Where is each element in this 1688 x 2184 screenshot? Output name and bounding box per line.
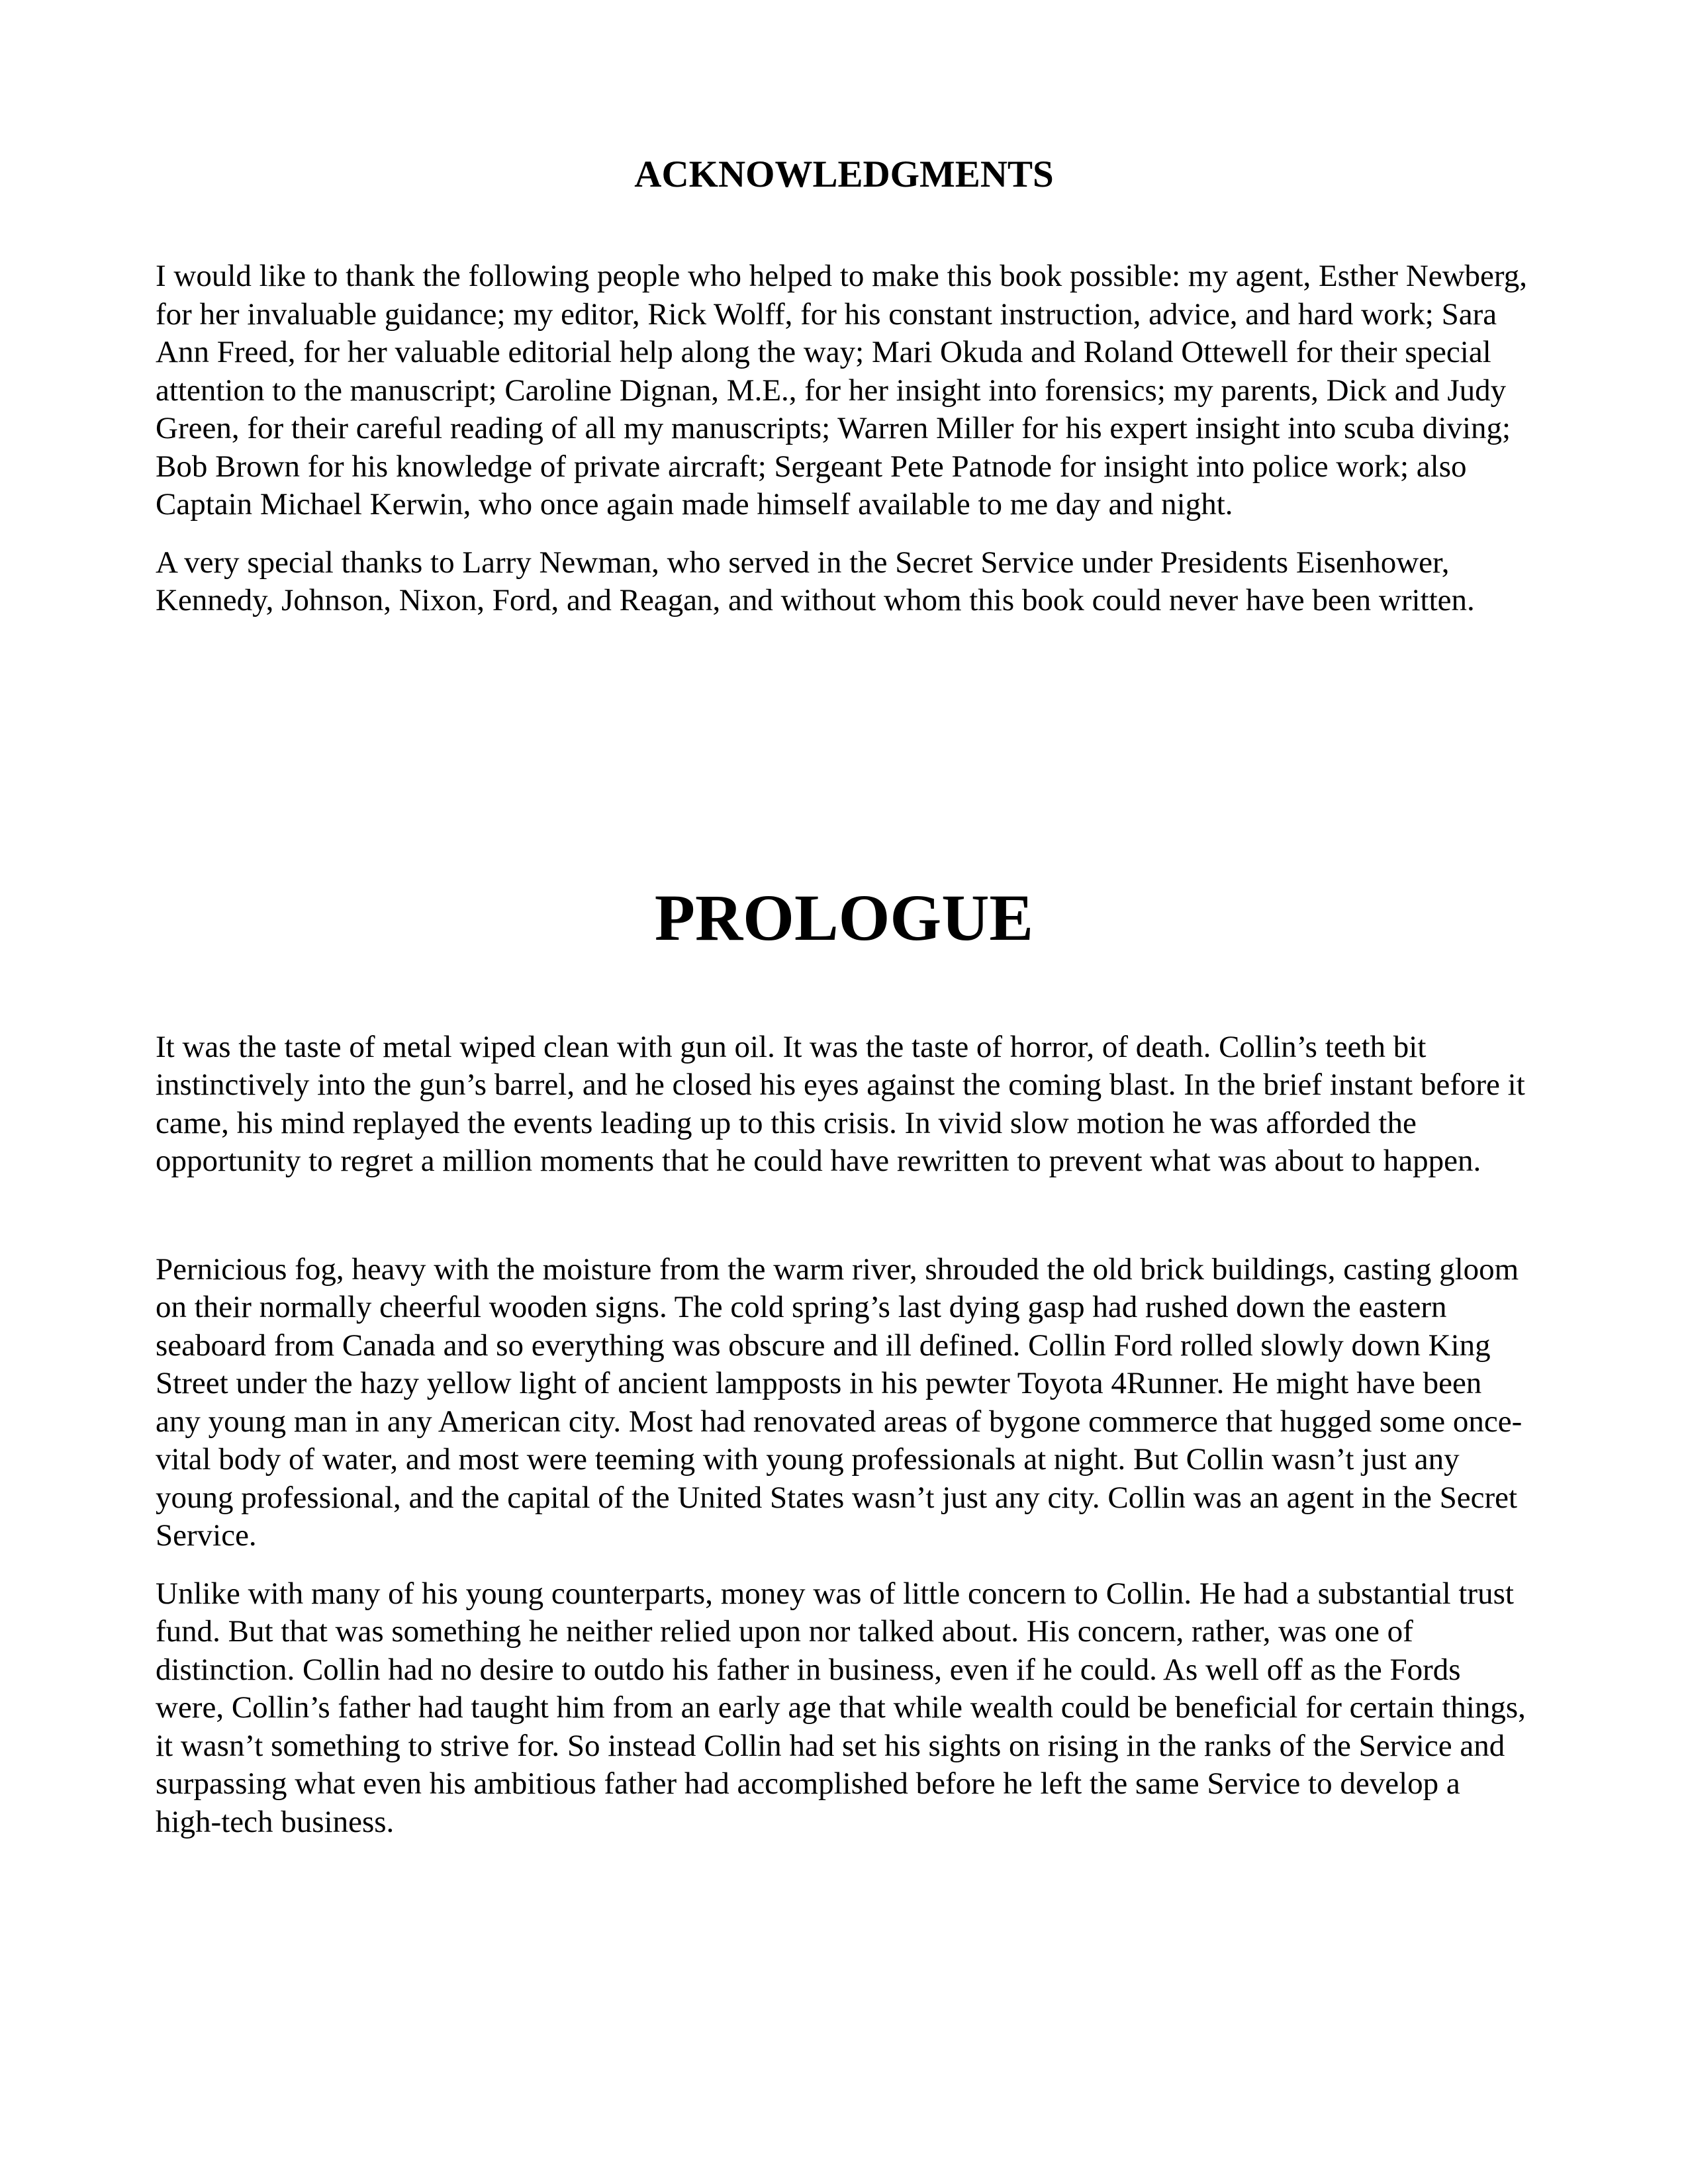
prologue-heading: PROLOGUE <box>654 880 1034 954</box>
acknowledgments-heading: ACKNOWLEDGMENTS <box>634 154 1054 195</box>
page-content <box>156 156 1532 1841</box>
acknowledgments-paragraph-2: A very special thanks to Larry Newman, who served in the Secret Service under Presidents Eisenhower, Kennedy, Johnson, Nixon, Ford, and Reagan, and without whom this book could never have been written. <box>156 545 1475 617</box>
prologue-paragraph-3: Unlike with many of his young counterparts, money was of little concern to Collin. He had a substantial trust fund. But that was something he neither relied upon nor talked about. His concern, rather, was one of distinction. Collin had no desire to outdo his father in business, even if he could. As well off as the Fords were, Collin’s father had taught him from an early age that while wealth could be beneficial for certain things, it wasn’t something to strive for. So instead Collin had set his sights on rising in the ranks of the Service and surpassing what even his ambitious father had accomplished before he left the same Service to develop a high-tech business. <box>156 1576 1526 1839</box>
prologue-paragraph-1: It was the taste of metal wiped clean with gun oil. It was the taste of horror, of death. Collin’s teeth bit instinctively into the gun’s barrel, and he closed his eyes against the coming blast. In the brief instant before it came, his mind replayed the events leading up to this crisis. In vivid slow motion he was afforded the opportunity to regret a million moments that he could have rewritten to prevent what was about to happen. <box>156 1029 1525 1178</box>
acknowledgments-paragraph-1: I would like to thank the following people who helped to make this book possible: my agent, Esther Newberg, for her invaluable guidance; my editor, Rick Wolff, for his constant instruction, advice, and hard work; Sara Ann Freed, for her valuable editorial help along the way; Mari Okuda and Roland Ottewell for their special attention to the manuscript; Caroline Dignan, M.E., for her insight into forensics; my parents, Dick and Judy Green, for their careful reading of all my manuscripts; Warren Miller for his expert insight into scuba diving; Bob Brown for his knowledge of private aircraft; Sergeant Pete Patnode for insight into police work; also Captain Michael Kerwin, who once again made himself available to me day and night. <box>156 259 1527 522</box>
prologue-paragraph-2: Pernicious fog, heavy with the moisture from the warm river, shrouded the old brick buildings, casting gloom on their normally cheerful wooden signs. The cold spring’s last dying gasp had rushed down the eastern seaboard from Canada and so everything was obscure and ill defined. Collin Ford rolled slowly down King Street under the hazy yellow light of ancient lampposts in his pewter Toyota 4Runner. He might have been any young man in any American city. Most had renovated areas of bygone commerce that hugged some once-vital body of water, and most were teeming with young professionals at night. But Collin wasn’t just any young professional, and the capital of the United States wasn’t just any city. Collin was an agent in the Secret Service. <box>156 1251 1523 1553</box>
